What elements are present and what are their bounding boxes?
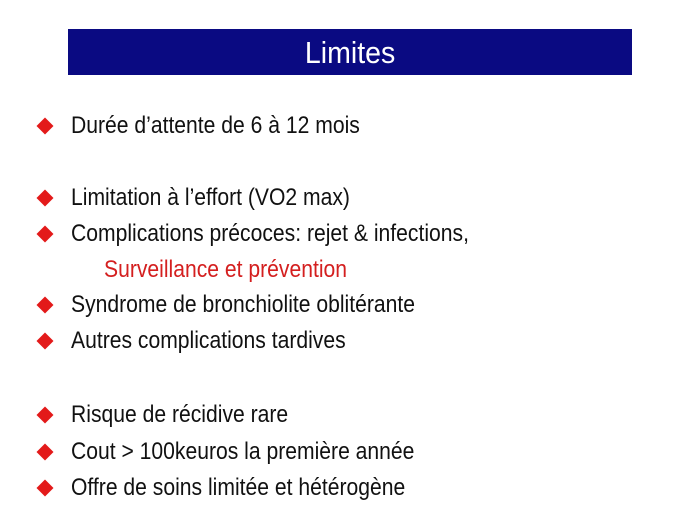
diamond-bullet-icon <box>37 407 54 424</box>
diamond-bullet-icon <box>37 333 54 350</box>
diamond-bullet-icon <box>37 190 54 207</box>
bullet-item <box>34 219 523 249</box>
diamond-bullet-icon <box>37 480 54 497</box>
bullet-item <box>34 111 399 141</box>
bullet-text: Durée d’attente de 6 à 12 mois <box>71 112 360 139</box>
diamond-bullet-icon <box>37 226 54 243</box>
bullet-text: Offre de soins limitée et hétérogène <box>71 474 406 501</box>
bullet-text: Autres complications tardives <box>71 327 346 354</box>
diamond-bullet-icon <box>37 297 54 314</box>
slide-title: Limites <box>304 34 396 70</box>
sub-bullet-text: Surveillance et prévention <box>104 256 348 283</box>
bullet-text: Cout > 100keuros la première année <box>71 438 415 465</box>
bullet-item <box>34 290 462 320</box>
bullet-text: Complications précoces: rejet & infections, <box>71 220 469 247</box>
bullet-text: Limitation à l’effort (VO2 max) <box>71 184 350 211</box>
diamond-bullet-icon <box>37 444 54 461</box>
bullet-text: Syndrome de bronchiolite oblitérante <box>71 291 415 318</box>
bullet-item <box>34 437 461 467</box>
bullet-text: Risque de récidive rare <box>71 401 289 428</box>
bullet-item <box>34 326 383 356</box>
diamond-bullet-icon <box>37 118 54 135</box>
sub-bullet-item <box>104 255 380 285</box>
bullet-item <box>34 473 451 503</box>
bullet-item <box>34 400 318 430</box>
title-bar <box>68 29 632 75</box>
bullet-item <box>34 183 388 213</box>
